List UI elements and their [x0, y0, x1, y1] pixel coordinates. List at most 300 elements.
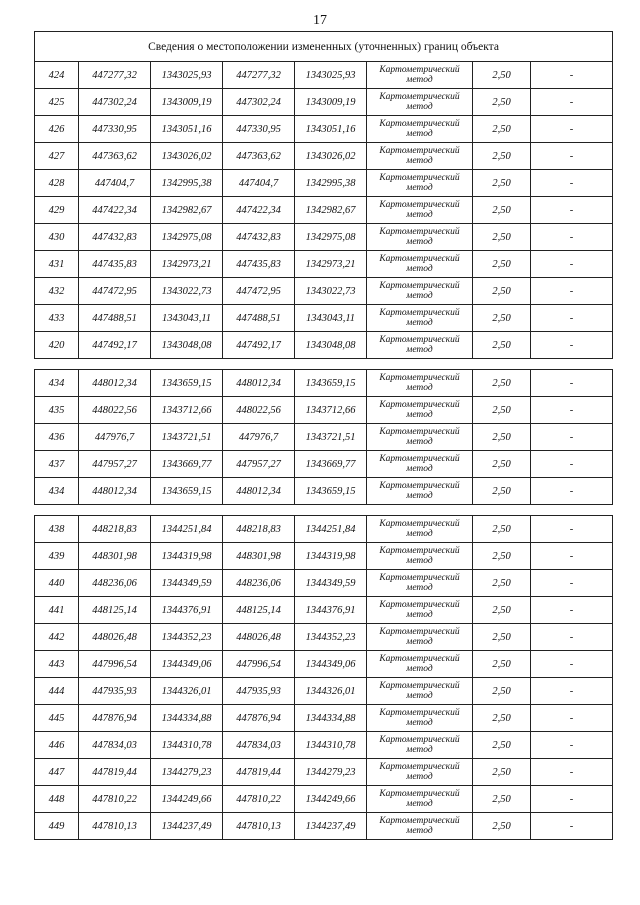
method-line-2: метод	[406, 491, 433, 501]
note-cell: -	[531, 332, 613, 359]
accuracy-cell: 2,50	[473, 197, 531, 224]
method-cell	[367, 278, 473, 305]
method-cell	[367, 451, 473, 478]
existing-y-cell: 1342995,38	[151, 170, 223, 197]
point-number-cell: 430	[35, 224, 79, 251]
existing-y-cell: 1343721,51	[151, 424, 223, 451]
table-row	[35, 89, 613, 116]
updated-y-cell: 1344319,98	[295, 543, 367, 570]
method-line-1: Картометрический	[379, 200, 460, 210]
updated-y-cell: 1342995,38	[295, 170, 367, 197]
method-cell	[367, 597, 473, 624]
point-number-cell: 448	[35, 786, 79, 813]
updated-x-cell: 447488,51	[223, 305, 295, 332]
table-row	[35, 543, 613, 570]
existing-y-cell: 1344349,06	[151, 651, 223, 678]
existing-x-cell: 447810,22	[79, 786, 151, 813]
updated-x-cell: 447492,17	[223, 332, 295, 359]
note-cell: -	[531, 143, 613, 170]
accuracy-cell: 2,50	[473, 759, 531, 786]
accuracy-cell: 2,50	[473, 705, 531, 732]
accuracy-cell: 2,50	[473, 732, 531, 759]
existing-y-cell: 1343025,93	[151, 62, 223, 89]
method-line-2: метод	[406, 772, 433, 782]
updated-x-cell: 447422,34	[223, 197, 295, 224]
accuracy-cell: 2,50	[473, 397, 531, 424]
method-line-2: метод	[406, 183, 433, 193]
method-line-1: Картометрический	[379, 454, 460, 464]
note-cell: -	[531, 759, 613, 786]
method-line-1: Картометрический	[379, 573, 460, 583]
table-row	[35, 451, 613, 478]
method-line-1: Картометрический	[379, 735, 460, 745]
method-line-2: метод	[406, 75, 433, 85]
method-line-1: Картометрический	[379, 762, 460, 772]
note-cell: -	[531, 370, 613, 397]
accuracy-cell: 2,50	[473, 678, 531, 705]
existing-x-cell: 447472,95	[79, 278, 151, 305]
updated-x-cell: 447819,44	[223, 759, 295, 786]
note-cell: -	[531, 705, 613, 732]
existing-x-cell: 448236,06	[79, 570, 151, 597]
existing-x-cell: 447432,83	[79, 224, 151, 251]
method-line-2: метод	[406, 156, 433, 166]
method-line-2: метод	[406, 410, 433, 420]
method-line-1: Картометрический	[379, 173, 460, 183]
updated-x-cell: 447976,7	[223, 424, 295, 451]
accuracy-cell: 2,50	[473, 624, 531, 651]
updated-y-cell: 1344251,84	[295, 516, 367, 543]
note-cell: -	[531, 813, 613, 840]
method-line-2: метод	[406, 102, 433, 112]
point-number-cell: 427	[35, 143, 79, 170]
method-line-1: Картометрический	[379, 600, 460, 610]
method-line-1: Картометрический	[379, 146, 460, 156]
method-line-2: метод	[406, 291, 433, 301]
accuracy-cell: 2,50	[473, 813, 531, 840]
point-number-cell: 441	[35, 597, 79, 624]
method-line-2: метод	[406, 437, 433, 447]
method-line-2: метод	[406, 210, 433, 220]
method-cell	[367, 543, 473, 570]
accuracy-cell: 2,50	[473, 478, 531, 505]
table-row	[35, 397, 613, 424]
method-line-1: Картометрический	[379, 119, 460, 129]
table-row	[35, 251, 613, 278]
existing-x-cell: 447834,03	[79, 732, 151, 759]
table-body	[35, 32, 613, 840]
method-line-2: метод	[406, 318, 433, 328]
existing-y-cell: 1343659,15	[151, 478, 223, 505]
updated-x-cell: 448301,98	[223, 543, 295, 570]
accuracy-cell: 2,50	[473, 278, 531, 305]
updated-y-cell: 1343043,11	[295, 305, 367, 332]
group-separator-cell	[35, 359, 613, 370]
point-number-cell: 425	[35, 89, 79, 116]
point-number-cell: 438	[35, 516, 79, 543]
existing-y-cell: 1344319,98	[151, 543, 223, 570]
existing-x-cell: 447492,17	[79, 332, 151, 359]
method-line-2: метод	[406, 237, 433, 247]
existing-y-cell: 1344334,88	[151, 705, 223, 732]
updated-y-cell: 1343026,02	[295, 143, 367, 170]
updated-x-cell: 448218,83	[223, 516, 295, 543]
accuracy-cell: 2,50	[473, 451, 531, 478]
method-line-1: Картометрический	[379, 681, 460, 691]
method-line-1: Картометрический	[379, 427, 460, 437]
method-cell	[367, 624, 473, 651]
method-line-1: Картометрический	[379, 789, 460, 799]
method-cell	[367, 332, 473, 359]
updated-y-cell: 1344334,88	[295, 705, 367, 732]
point-number-cell: 433	[35, 305, 79, 332]
method-cell	[367, 305, 473, 332]
method-cell	[367, 759, 473, 786]
table-row	[35, 424, 613, 451]
method-cell	[367, 516, 473, 543]
table-row	[35, 813, 613, 840]
point-number-cell: 436	[35, 424, 79, 451]
method-line-1: Картометрический	[379, 708, 460, 718]
note-cell: -	[531, 251, 613, 278]
note-cell: -	[531, 732, 613, 759]
point-number-cell: 447	[35, 759, 79, 786]
method-line-2: метод	[406, 799, 433, 809]
point-number-cell: 431	[35, 251, 79, 278]
existing-y-cell: 1344249,66	[151, 786, 223, 813]
updated-x-cell: 448236,06	[223, 570, 295, 597]
existing-x-cell: 447876,94	[79, 705, 151, 732]
updated-y-cell: 1343048,08	[295, 332, 367, 359]
boundary-coordinates-table	[34, 31, 613, 840]
point-number-cell: 439	[35, 543, 79, 570]
accuracy-cell: 2,50	[473, 651, 531, 678]
table-row	[35, 197, 613, 224]
existing-x-cell: 448301,98	[79, 543, 151, 570]
accuracy-cell: 2,50	[473, 305, 531, 332]
existing-x-cell: 448218,83	[79, 516, 151, 543]
existing-y-cell: 1342973,21	[151, 251, 223, 278]
table-row	[35, 705, 613, 732]
method-line-1: Картометрический	[379, 373, 460, 383]
updated-y-cell: 1344349,59	[295, 570, 367, 597]
updated-x-cell: 447810,13	[223, 813, 295, 840]
group-separator	[35, 359, 613, 370]
existing-y-cell: 1343659,15	[151, 370, 223, 397]
accuracy-cell: 2,50	[473, 170, 531, 197]
accuracy-cell: 2,50	[473, 332, 531, 359]
method-cell	[367, 478, 473, 505]
updated-y-cell: 1343009,19	[295, 89, 367, 116]
point-number-cell: 428	[35, 170, 79, 197]
method-cell	[367, 143, 473, 170]
method-line-2: метод	[406, 464, 433, 474]
point-number-cell: 449	[35, 813, 79, 840]
updated-y-cell: 1344326,01	[295, 678, 367, 705]
note-cell: -	[531, 278, 613, 305]
existing-x-cell: 447976,7	[79, 424, 151, 451]
table-row	[35, 516, 613, 543]
point-number-cell: 434	[35, 478, 79, 505]
method-cell	[367, 89, 473, 116]
method-cell	[367, 732, 473, 759]
updated-y-cell: 1343712,66	[295, 397, 367, 424]
method-line-1: Картометрический	[379, 335, 460, 345]
table-row	[35, 278, 613, 305]
point-number-cell: 420	[35, 332, 79, 359]
method-line-1: Картометрический	[379, 308, 460, 318]
table-row	[35, 570, 613, 597]
table-row	[35, 759, 613, 786]
point-number-cell: 426	[35, 116, 79, 143]
method-line-1: Картометрический	[379, 481, 460, 491]
note-cell: -	[531, 516, 613, 543]
method-cell	[367, 370, 473, 397]
method-line-1: Картометрический	[379, 400, 460, 410]
updated-y-cell: 1344279,23	[295, 759, 367, 786]
point-number-cell: 424	[35, 62, 79, 89]
method-line-2: метод	[406, 529, 433, 539]
updated-x-cell: 447302,24	[223, 89, 295, 116]
point-number-cell: 434	[35, 370, 79, 397]
note-cell: -	[531, 678, 613, 705]
method-cell	[367, 170, 473, 197]
table-row	[35, 786, 613, 813]
updated-y-cell: 1342982,67	[295, 197, 367, 224]
updated-x-cell: 448012,34	[223, 478, 295, 505]
method-line-1: Картометрический	[379, 519, 460, 529]
method-line-2: метод	[406, 664, 433, 674]
updated-x-cell: 447277,32	[223, 62, 295, 89]
existing-x-cell: 447302,24	[79, 89, 151, 116]
accuracy-cell: 2,50	[473, 62, 531, 89]
table-row	[35, 732, 613, 759]
point-number-cell: 435	[35, 397, 79, 424]
existing-y-cell: 1343026,02	[151, 143, 223, 170]
updated-x-cell: 447935,93	[223, 678, 295, 705]
method-line-2: метод	[406, 637, 433, 647]
point-number-cell: 444	[35, 678, 79, 705]
existing-x-cell: 447435,83	[79, 251, 151, 278]
method-line-1: Картометрический	[379, 627, 460, 637]
existing-y-cell: 1344376,91	[151, 597, 223, 624]
method-cell	[367, 197, 473, 224]
method-line-1: Картометрический	[379, 281, 460, 291]
table-row	[35, 62, 613, 89]
accuracy-cell: 2,50	[473, 424, 531, 451]
existing-y-cell: 1343051,16	[151, 116, 223, 143]
existing-x-cell: 447488,51	[79, 305, 151, 332]
updated-y-cell: 1344249,66	[295, 786, 367, 813]
method-cell	[367, 424, 473, 451]
method-line-2: метод	[406, 826, 433, 836]
note-cell: -	[531, 478, 613, 505]
updated-x-cell: 447810,22	[223, 786, 295, 813]
updated-x-cell: 447834,03	[223, 732, 295, 759]
existing-y-cell: 1343009,19	[151, 89, 223, 116]
method-line-2: метод	[406, 129, 433, 139]
method-cell	[367, 62, 473, 89]
point-number-cell: 432	[35, 278, 79, 305]
table-row	[35, 224, 613, 251]
accuracy-cell: 2,50	[473, 143, 531, 170]
note-cell: -	[531, 170, 613, 197]
method-cell	[367, 116, 473, 143]
existing-x-cell: 447277,32	[79, 62, 151, 89]
updated-y-cell: 1344352,23	[295, 624, 367, 651]
note-cell: -	[531, 424, 613, 451]
existing-y-cell: 1343669,77	[151, 451, 223, 478]
accuracy-cell: 2,50	[473, 116, 531, 143]
method-cell	[367, 570, 473, 597]
note-cell: -	[531, 543, 613, 570]
method-cell	[367, 678, 473, 705]
updated-y-cell: 1344237,49	[295, 813, 367, 840]
note-cell: -	[531, 597, 613, 624]
note-cell: -	[531, 397, 613, 424]
note-cell: -	[531, 786, 613, 813]
existing-x-cell: 447935,93	[79, 678, 151, 705]
existing-y-cell: 1342982,67	[151, 197, 223, 224]
existing-y-cell: 1344237,49	[151, 813, 223, 840]
existing-y-cell: 1343022,73	[151, 278, 223, 305]
method-line-2: метод	[406, 610, 433, 620]
point-number-cell: 440	[35, 570, 79, 597]
updated-x-cell: 448012,34	[223, 370, 295, 397]
method-cell	[367, 251, 473, 278]
updated-x-cell: 447472,95	[223, 278, 295, 305]
table-row	[35, 143, 613, 170]
method-line-1: Картометрический	[379, 65, 460, 75]
table-row	[35, 170, 613, 197]
updated-x-cell: 448125,14	[223, 597, 295, 624]
existing-x-cell: 448125,14	[79, 597, 151, 624]
existing-x-cell: 448026,48	[79, 624, 151, 651]
table-row	[35, 624, 613, 651]
point-number-cell: 429	[35, 197, 79, 224]
existing-x-cell: 447996,54	[79, 651, 151, 678]
updated-x-cell: 447404,7	[223, 170, 295, 197]
updated-x-cell: 447957,27	[223, 451, 295, 478]
method-line-1: Картометрический	[379, 92, 460, 102]
note-cell: -	[531, 305, 613, 332]
note-cell: -	[531, 451, 613, 478]
method-line-2: метод	[406, 264, 433, 274]
table-row	[35, 678, 613, 705]
point-number-cell: 445	[35, 705, 79, 732]
method-line-2: метод	[406, 583, 433, 593]
table-row	[35, 478, 613, 505]
accuracy-cell: 2,50	[473, 516, 531, 543]
updated-y-cell: 1344310,78	[295, 732, 367, 759]
note-cell: -	[531, 624, 613, 651]
table-row	[35, 651, 613, 678]
method-line-2: метод	[406, 691, 433, 701]
method-line-2: метод	[406, 745, 433, 755]
accuracy-cell: 2,50	[473, 786, 531, 813]
existing-x-cell: 448022,56	[79, 397, 151, 424]
table-row	[35, 332, 613, 359]
method-cell	[367, 224, 473, 251]
method-line-2: метод	[406, 556, 433, 566]
point-number-cell: 443	[35, 651, 79, 678]
note-cell: -	[531, 570, 613, 597]
existing-x-cell: 447819,44	[79, 759, 151, 786]
method-cell	[367, 651, 473, 678]
existing-y-cell: 1344251,84	[151, 516, 223, 543]
table-row	[35, 305, 613, 332]
page-number: 17	[313, 13, 327, 28]
updated-y-cell: 1342973,21	[295, 251, 367, 278]
accuracy-cell: 2,50	[473, 570, 531, 597]
group-separator	[35, 505, 613, 516]
method-cell	[367, 397, 473, 424]
note-cell: -	[531, 62, 613, 89]
existing-x-cell: 447330,95	[79, 116, 151, 143]
existing-y-cell: 1344349,59	[151, 570, 223, 597]
point-number-cell: 446	[35, 732, 79, 759]
method-line-1: Картометрический	[379, 254, 460, 264]
existing-y-cell: 1344352,23	[151, 624, 223, 651]
existing-x-cell: 447363,62	[79, 143, 151, 170]
method-line-2: метод	[406, 345, 433, 355]
accuracy-cell: 2,50	[473, 224, 531, 251]
note-cell: -	[531, 116, 613, 143]
updated-y-cell: 1343669,77	[295, 451, 367, 478]
updated-y-cell: 1343659,15	[295, 370, 367, 397]
updated-x-cell: 447330,95	[223, 116, 295, 143]
note-cell: -	[531, 197, 613, 224]
table-row	[35, 370, 613, 397]
updated-y-cell: 1342975,08	[295, 224, 367, 251]
method-line-1: Картометрический	[379, 227, 460, 237]
existing-y-cell: 1343712,66	[151, 397, 223, 424]
updated-x-cell: 447435,83	[223, 251, 295, 278]
existing-x-cell: 448012,34	[79, 370, 151, 397]
method-line-1: Картометрический	[379, 546, 460, 556]
accuracy-cell: 2,50	[473, 597, 531, 624]
table-row	[35, 597, 613, 624]
updated-x-cell: 447432,83	[223, 224, 295, 251]
existing-x-cell: 447957,27	[79, 451, 151, 478]
updated-x-cell: 447996,54	[223, 651, 295, 678]
existing-y-cell: 1344326,01	[151, 678, 223, 705]
method-cell	[367, 705, 473, 732]
method-line-2: метод	[406, 383, 433, 393]
updated-y-cell: 1343659,15	[295, 478, 367, 505]
updated-x-cell: 448022,56	[223, 397, 295, 424]
accuracy-cell: 2,50	[473, 251, 531, 278]
point-number-cell: 442	[35, 624, 79, 651]
updated-y-cell: 1344349,06	[295, 651, 367, 678]
existing-x-cell: 447810,13	[79, 813, 151, 840]
existing-y-cell: 1344279,23	[151, 759, 223, 786]
table-title: Сведения о местоположении измененных (уточненных) границ объекта	[35, 32, 613, 62]
existing-x-cell: 447422,34	[79, 197, 151, 224]
table-row	[35, 116, 613, 143]
point-number-cell: 437	[35, 451, 79, 478]
accuracy-cell: 2,50	[473, 543, 531, 570]
accuracy-cell: 2,50	[473, 370, 531, 397]
updated-x-cell: 447363,62	[223, 143, 295, 170]
existing-x-cell: 448012,34	[79, 478, 151, 505]
accuracy-cell: 2,50	[473, 89, 531, 116]
existing-y-cell: 1343043,11	[151, 305, 223, 332]
updated-y-cell: 1343025,93	[295, 62, 367, 89]
method-cell	[367, 813, 473, 840]
method-line-1: Картометрический	[379, 654, 460, 664]
method-cell	[367, 786, 473, 813]
